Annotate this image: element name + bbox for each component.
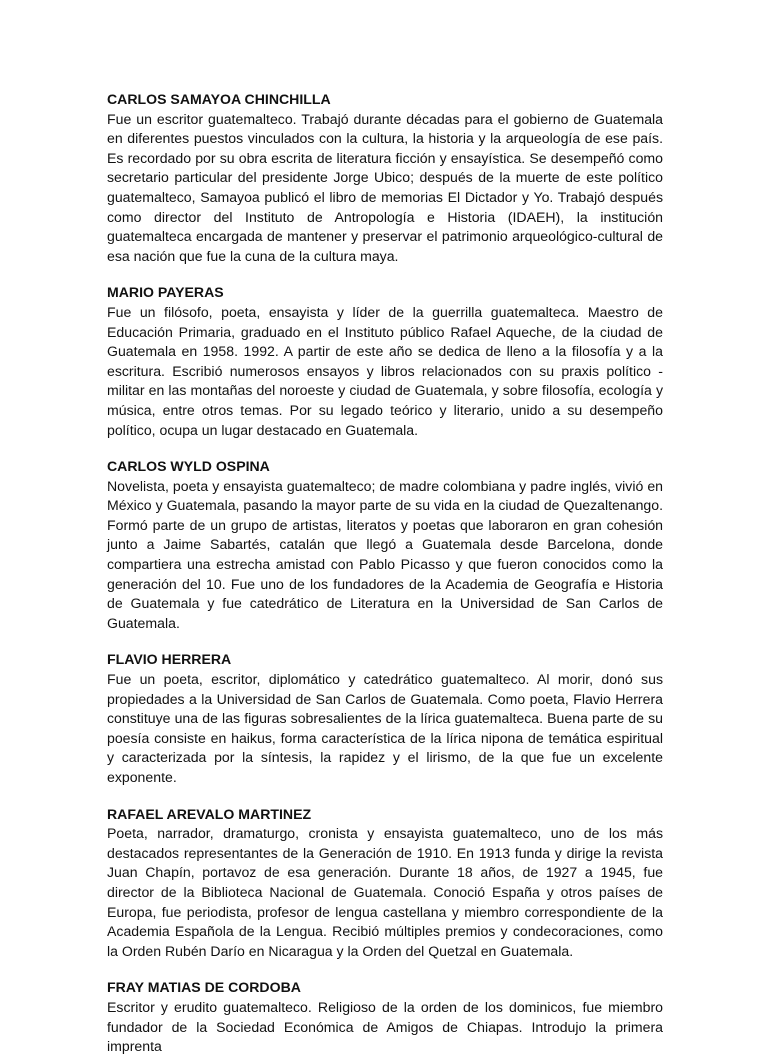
entry-body: Fue un filósofo, poeta, ensayista y líder de la guerrilla guatemalteca. Maestro de Educación Primaria, graduado en el Instituto público Rafael Aqueche, de la ciudad de Guatemala en 1958. 1992. A partir de este año se dedica de lleno a la filosofía y a la escritura. Escribió numerosos ensayos y libros relacionados con su praxis político - militar en las montañas del noroeste y ciudad de Guatemala, y sobre filosofía, ecología y música, entre otros temas. Por su legado teórico y literario, unido a su desempeño político, ocupa un lugar destacado en Guatemala. (107, 303, 663, 438)
biography-entry-cordoba (107, 978, 663, 1056)
entry-body: Escritor y erudito guatemalteco. Religioso de la orden de los dominicos, fue miembro fundador de la Sociedad Económica de Amigos de Chiapas. Introdujo la primera imprenta (107, 998, 663, 1055)
biography-entry-samayoa (107, 90, 663, 266)
entry-body: Poeta, narrador, dramaturgo, cronista y ensayista guatemalteco, uno de los más destacados representantes de la Generación de 1910. En 1913 funda y dirige la revista Juan Chapín, portavoz de esa generación. Durante 18 años, de 1927 a 1945, fue director de la Biblioteca Nacional de Guatemala. Conoció España y otros países de Europa, fue periodista, profesor de lengua castellana y miembro correspondiente de la Academia Española de la Lengua. Recibió múltiples premios y condecoraciones, como la Orden Rubén Darío en Nicaragua y la Orden del Quetzal en Guatemala. (107, 825, 663, 959)
entry-title: MARIO PAYERAS (107, 284, 224, 301)
biography-entry-herrera (107, 650, 663, 787)
entry-body: Novelista, poeta y ensayista guatemalteco; de madre colombiana y padre inglés, vivió en México y Guatemala, pasando la mayor parte de su vida en la ciudad de Quezaltenango. Formó parte de un grupo de artistas, literatos y poetas que laboraron en gran cohesión junto a Jaime Sabartés, catalán que llegó a Guatemala desde Barcelona, donde compartiera una estrecha amistad con Pablo Picasso y que fueron conocidos como la generación del 10. Fue uno de los fundadores de la Academia de Geografía e Historia de Guatemala y fue catedrático de Literatura en la Universidad de San Carlos de Guatemala. (107, 477, 663, 631)
entry-title: FRAY MATIAS DE CORDOBA (107, 979, 301, 996)
entry-title: CARLOS SAMAYOA CHINCHILLA (107, 91, 331, 107)
entry-title: FLAVIO HERRERA (107, 651, 232, 668)
entry-title: RAFAEL AREVALO MARTINEZ (107, 805, 312, 822)
entry-body: Fue un poeta, escritor, diplomático y catedrático guatemalteco. Al morir, donó sus propiedades a la Universidad de San Carlos de Guatemala. Como poeta, Flavio Herrera constituye una de las figuras sobresalientes de la lírica guatemalteca. Buena parte de su poesía consiste en haikus, forma característica de la lírica nipona de temática espiritual y caracterizada por la síntesis, la rapidez y el lirismo, de la que fue un excelente exponente. (107, 671, 663, 785)
biography-entry-arevalo (107, 805, 663, 962)
entry-body: Fue un escritor guatemalteco. Trabajó durante décadas para el gobierno de Guatemala en diferentes puestos vinculados con la cultura, la historia y la arqueología de ese país. Es recordado por su obra escrita de literatura ficción y ensayística. Se desempeñó como secretario particular del presidente Jorge Ubico; después de la muerte de este político guatemalteco, Samayoa publicó el libro de memorias El Dictador y Yo. Trabajó después como director del Instituto de Antropología e Historia (IDAEH), la institución guatemalteca encargada de mantener y preservar el patrimonio arqueológico-cultural de esa nación que fue la cuna de la cultura maya. (107, 110, 663, 264)
biography-entry-payeras (107, 283, 663, 440)
biography-entry-wyld-ospina (107, 457, 663, 633)
entry-title: CARLOS WYLD OSPINA (107, 458, 270, 475)
